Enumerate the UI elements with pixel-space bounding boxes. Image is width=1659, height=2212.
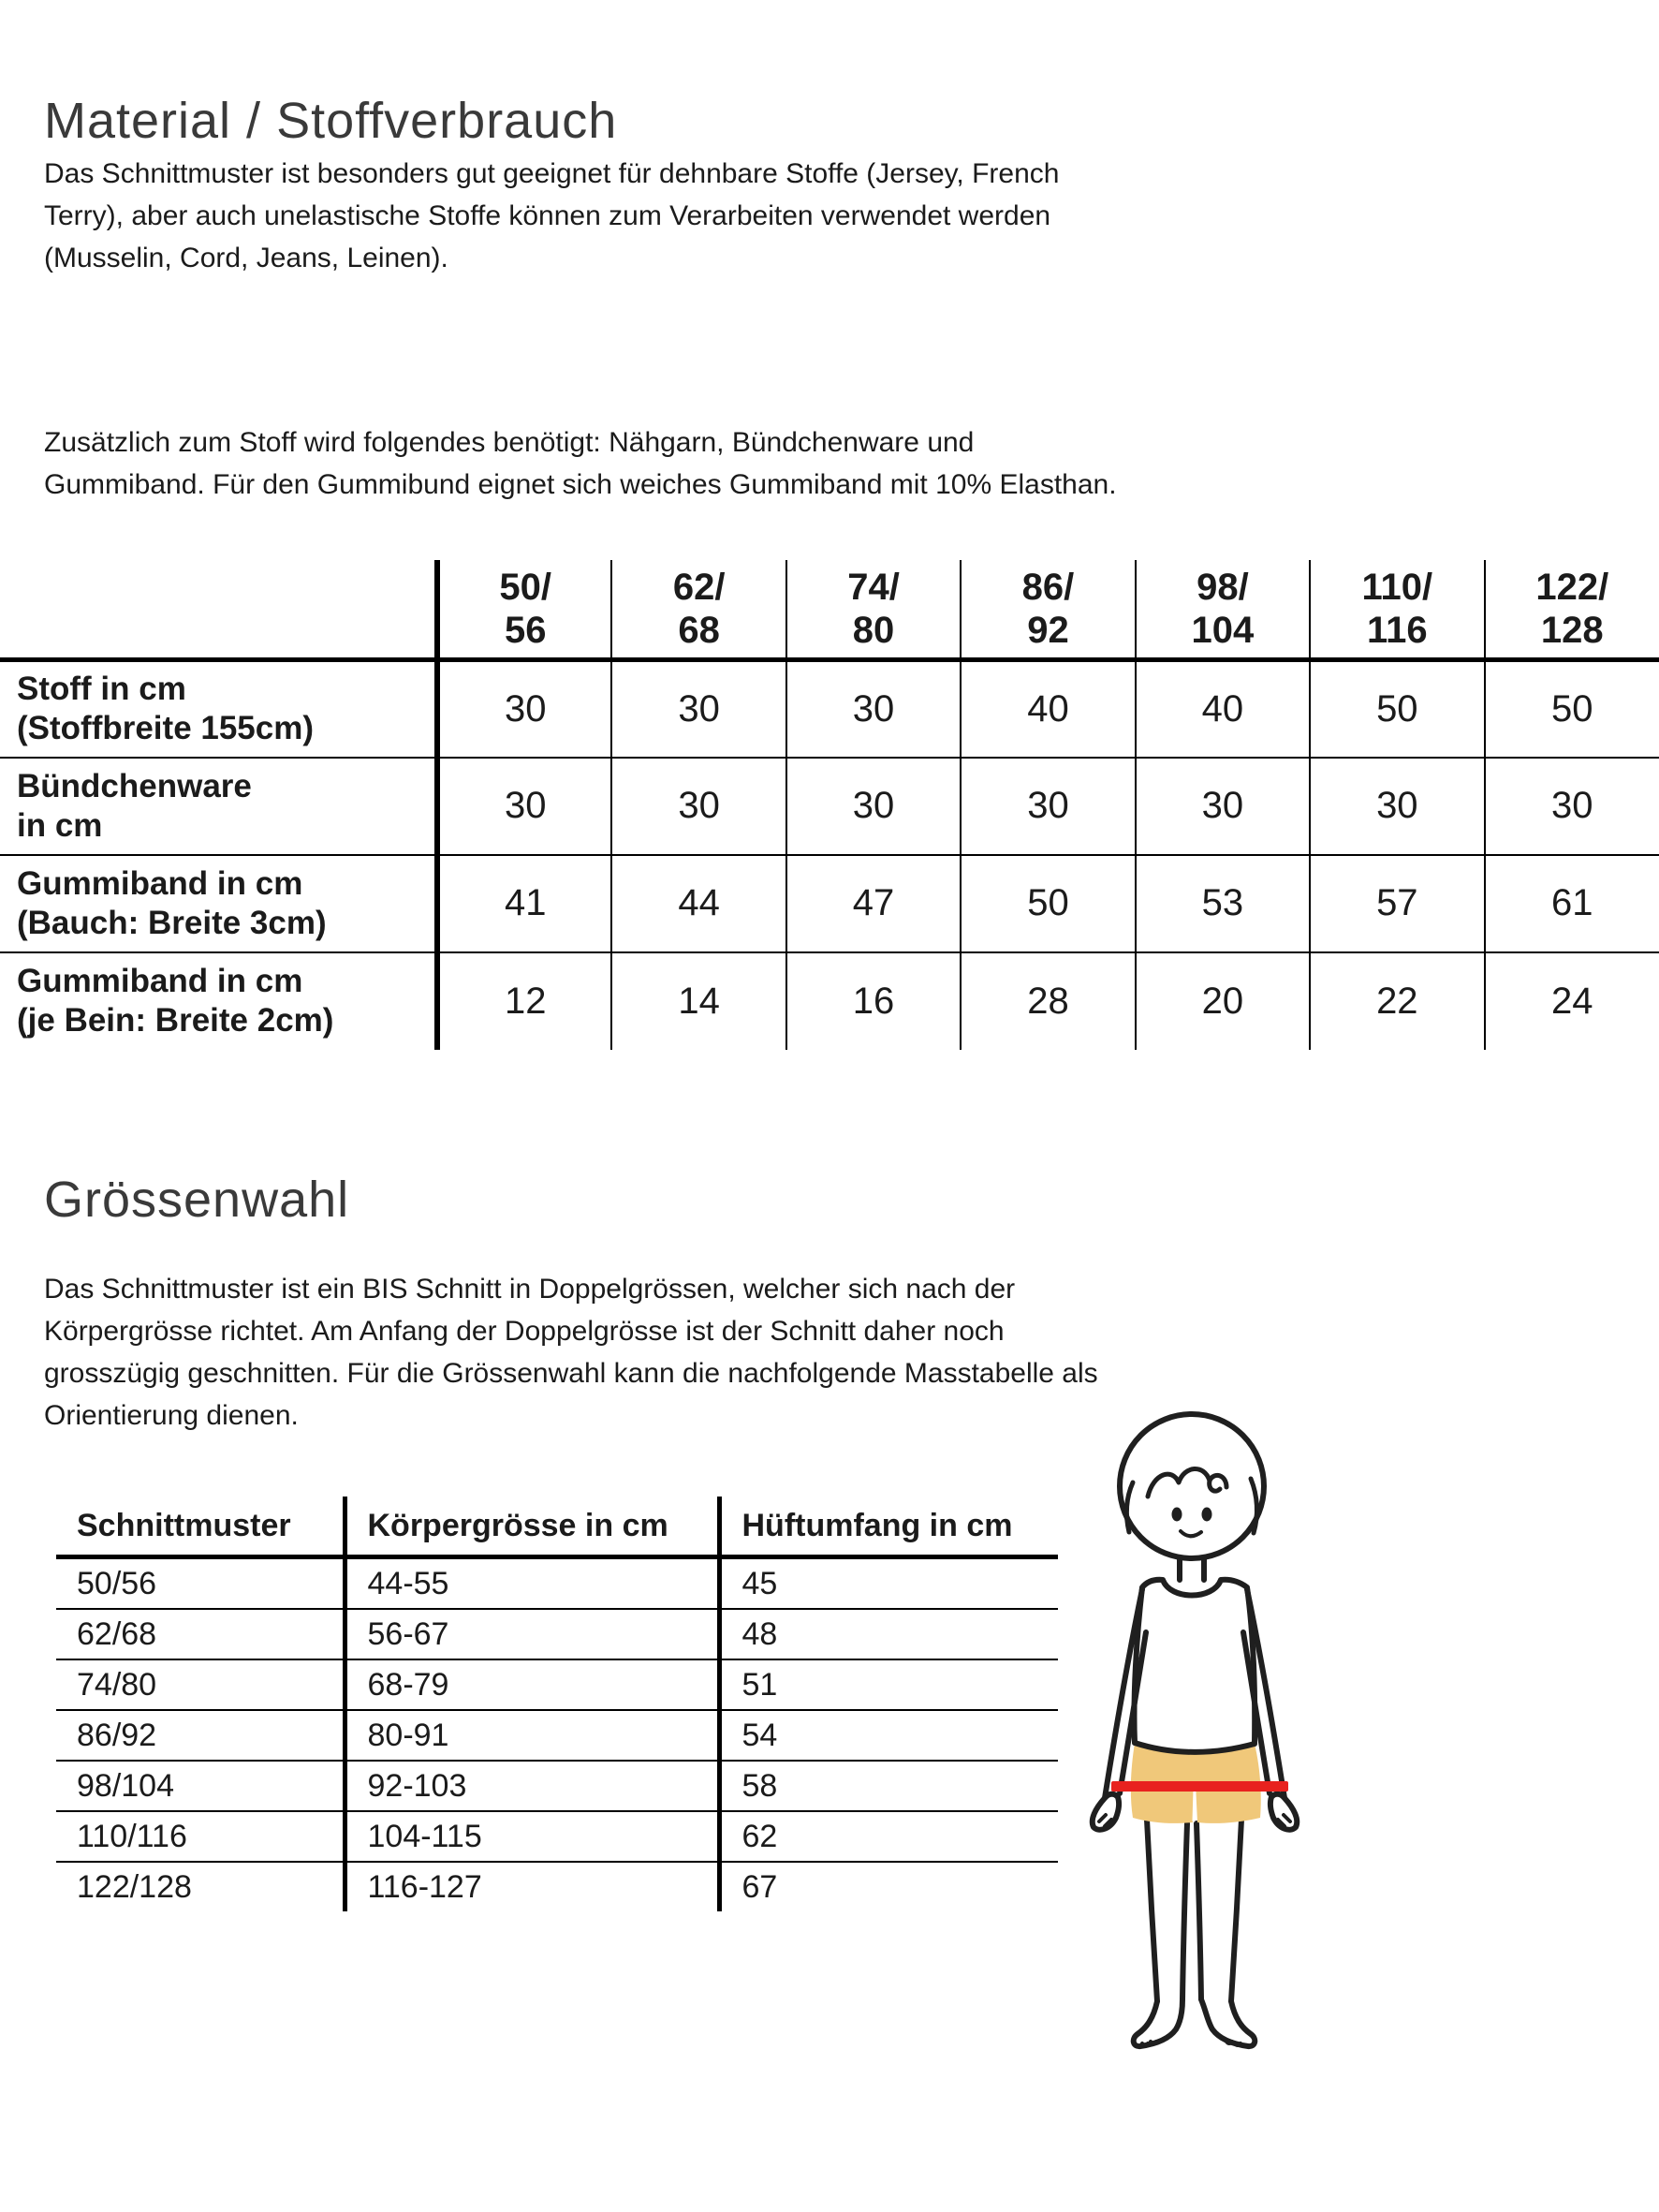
size-table-cell: 116-127 <box>345 1862 719 1911</box>
size-table-cell: 80-91 <box>345 1710 719 1761</box>
material-row-label: Gummiband in cm (Bauch: Breite 3cm) <box>0 855 437 952</box>
child-figure-illustration <box>1067 1400 1329 2074</box>
size-table-row <box>56 1710 1058 1761</box>
material-value-cell: 44 <box>611 855 785 952</box>
size-table-cell: 122/128 <box>56 1862 345 1911</box>
size-table-row <box>56 1609 1058 1659</box>
size-column-header: 98/ 104 <box>1136 560 1310 660</box>
size-table-column-header: Schnittmuster <box>56 1497 345 1557</box>
material-value-cell: 50 <box>1310 660 1484 758</box>
material-value-cell: 30 <box>1136 758 1310 855</box>
size-table-cell: 104-115 <box>345 1811 719 1862</box>
material-value-cell: 40 <box>961 660 1135 758</box>
material-value-cell: 53 <box>1136 855 1310 952</box>
size-table-cell: 98/104 <box>56 1761 345 1811</box>
child-eye-left <box>1172 1508 1182 1522</box>
size-table-row <box>56 1811 1058 1862</box>
material-value-cell: 30 <box>786 660 961 758</box>
material-value-cell: 30 <box>961 758 1135 855</box>
materials-header-row <box>0 560 1659 660</box>
size-table-cell: 48 <box>719 1609 1058 1659</box>
size-column-header: 74/ 80 <box>786 560 961 660</box>
size-table-cell: 45 <box>719 1557 1058 1610</box>
size-table <box>56 1497 1058 1911</box>
material-value-cell: 30 <box>437 758 611 855</box>
material-value-cell: 47 <box>786 855 961 952</box>
material-value-cell: 40 <box>1136 660 1310 758</box>
size-table-cell: 54 <box>719 1710 1058 1761</box>
size-table-row <box>56 1761 1058 1811</box>
materials-table-row <box>0 758 1659 855</box>
material-value-cell: 30 <box>611 660 785 758</box>
size-table-cell: 68-79 <box>345 1659 719 1710</box>
material-value-cell: 22 <box>1310 952 1484 1050</box>
material-value-cell: 24 <box>1485 952 1659 1050</box>
size-table-cell: 62/68 <box>56 1609 345 1659</box>
child-outline-group <box>1134 1820 1255 2046</box>
section-title-material: Material / Stoffverbrauch <box>44 93 618 149</box>
size-column-header: 50/ 56 <box>437 560 611 660</box>
material-value-cell: 30 <box>1310 758 1484 855</box>
child-tank-top <box>1134 1580 1255 1752</box>
material-value-cell: 50 <box>1485 660 1659 758</box>
materials-table-row <box>0 855 1659 952</box>
size-table-row <box>56 1557 1058 1610</box>
material-value-cell: 57 <box>1310 855 1484 952</box>
child-leg-left-inner <box>1182 1823 1187 1999</box>
material-value-cell: 61 <box>1485 855 1659 952</box>
size-column-header: 62/ 68 <box>611 560 785 660</box>
materials-table-row <box>0 952 1659 1050</box>
size-table-cell: 74/80 <box>56 1659 345 1710</box>
size-table-cell: 86/92 <box>56 1710 345 1761</box>
materials-table-row <box>0 660 1659 758</box>
paragraph-fabric-info: Das Schnittmuster ist besonders gut geeignet für dehnbare Stoffe (Jersey, French Terry), aber auch unelastische Stoffe können zum Verarbeiten verwendet werden (Musselin, Cord, Jeans, Leinen). <box>44 158 1060 273</box>
size-table-row <box>56 1862 1058 1911</box>
child-foot-left <box>1134 1999 1182 2046</box>
material-value-cell: 30 <box>611 758 785 855</box>
child-leg-right-inner <box>1197 1823 1201 1999</box>
child-foot-right <box>1201 1999 1255 2046</box>
material-row-label: Stoff in cm (Stoffbreite 155cm) <box>0 660 437 758</box>
child-shorts-center-seam <box>1194 1790 1195 1821</box>
material-value-cell: 41 <box>437 855 611 952</box>
material-value-cell: 14 <box>611 952 785 1050</box>
paragraph-sizing-info: Das Schnittmuster ist ein BIS Schnitt in Doppelgrössen, welcher sich nach der Körpergrösse richtet. Am Anfang der Doppelgrösse ist der Schnitt daher noch grosszügig geschnitten. Für die Grössenwahl kann die nachfolgende Masstabelle als Orientierung dienen. <box>44 1274 1098 1431</box>
child-eye-right <box>1202 1508 1212 1522</box>
size-column-header: 110/ 116 <box>1310 560 1484 660</box>
size-table-cell: 51 <box>719 1659 1058 1710</box>
size-table-cell: 44-55 <box>345 1557 719 1610</box>
materials-corner-cell <box>0 560 437 660</box>
material-value-cell: 28 <box>961 952 1135 1050</box>
size-column-header: 122/ 128 <box>1485 560 1659 660</box>
material-row-label: Bündchenware in cm <box>0 758 437 855</box>
size-table-column-header: Hüftumfang in cm <box>719 1497 1058 1557</box>
hip-measure-line <box>1111 1781 1288 1792</box>
size-table-cell: 62 <box>719 1811 1058 1862</box>
materials-table <box>0 560 1659 1050</box>
material-value-cell: 50 <box>961 855 1135 952</box>
material-value-cell: 30 <box>504 687 547 730</box>
size-table-cell: 50/56 <box>77 1565 157 1601</box>
material-value-cell: 30 <box>1485 758 1659 855</box>
size-table-cell: 58 <box>719 1761 1058 1811</box>
material-value-cell: 20 <box>1136 952 1310 1050</box>
size-table-row <box>56 1659 1058 1710</box>
size-table-header-row <box>56 1497 1058 1557</box>
material-value-cell: 16 <box>786 952 961 1050</box>
child-leg-right <box>1231 1820 1241 2001</box>
material-value-cell: 12 <box>437 952 611 1050</box>
size-table-cell: 67 <box>719 1862 1058 1911</box>
section-title-groessenwahl: Grössenwahl <box>44 1172 350 1228</box>
size-table-column-header: Körpergrösse in cm <box>345 1497 719 1557</box>
material-row-label: Gummiband in cm (je Bein: Breite 2cm) <box>0 952 437 1050</box>
child-leg-left <box>1147 1820 1157 2001</box>
size-table-cell: 110/116 <box>56 1811 345 1862</box>
size-table-cell: 56-67 <box>345 1609 719 1659</box>
size-table-cell: 92-103 <box>345 1761 719 1811</box>
paragraph-notions-info: Zusätzlich zum Stoff wird folgendes benötigt: Nähgarn, Bündchenware und Gummiband. Für den Gummibund eignet sich weiches Gummiband mit 10% Elasthan. <box>44 427 1117 500</box>
size-column-header: 86/ 92 <box>961 560 1135 660</box>
material-value-cell: 30 <box>786 758 961 855</box>
